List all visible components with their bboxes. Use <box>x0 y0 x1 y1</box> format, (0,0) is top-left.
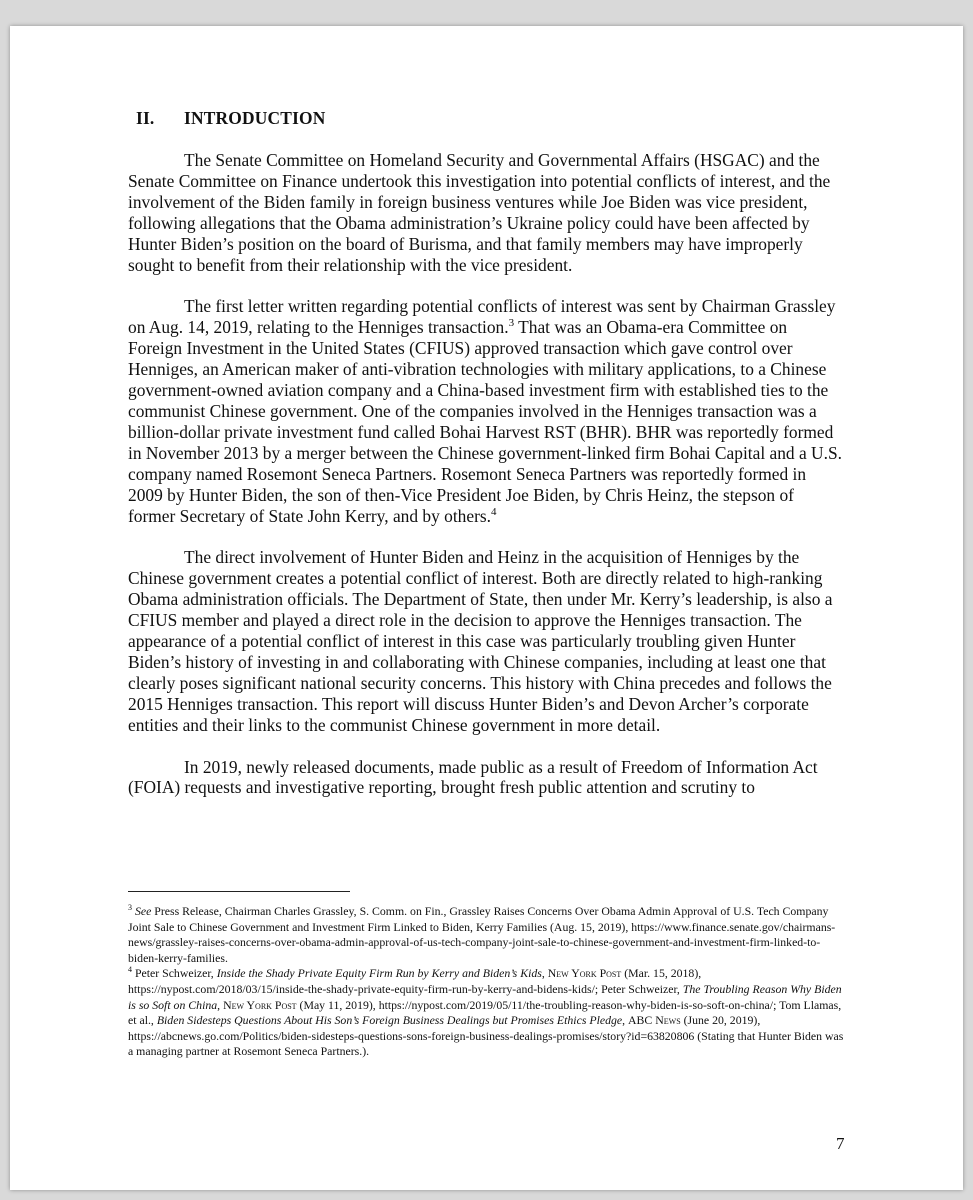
section-number: II. <box>136 108 155 128</box>
paragraph-2 <box>128 296 844 526</box>
paragraph-2-part-2: That was an Obama-era Committee on Foreign Investment in the United States (CFIUS) approved transaction which gave control over Henniges, an American maker of anti-vibration technologies with military applications, to a Chinese government-owned aviation company and a China-based investment firm with established ties to the communist Chinese government. One of the companies involved in the Henniges transaction was a billion-dollar private investment fund called Bohai Harvest RST (BHR). BHR was reportedly formed in November 2013 by a merger between the Chinese government-linked firm Bohai Capital and a U.S. company named Rosemont Seneca Partners. Rosemont Seneca Partners was reportedly formed in 2009 by Hunter Biden, the son of then-Vice President Joe Biden, by Chris Heinz, the stepson of former Secretary of State John Kerry, and by others. <box>128 317 842 526</box>
footnote-3-text: Press Release, Chairman Charles Grassley, S. Comm. on Fin., Grassley Raises Concerns Over Obama Admin Approval of U.S. Tech Company Joint Sale to Chinese Government and Investment Firm Linked to Biden, Kerry Families (Aug. 15, 2019), https://www.finance.senate.gov/chairmans-news/grassley-raises-concerns-over-obama-admin-approval-of-us-tech-company-joint-sale-to-chinese-government-and-investment-firm-linked-to-biden-kerry-families. <box>128 904 836 965</box>
footnote-4-title-a: Inside the Shady Private Equity Firm Run by Kerry and Biden’s Kids <box>216 966 542 981</box>
paragraph-3: The direct involvement of Hunter Biden and Heinz in the acquisition of Henniges by the Chinese government creates a potential conflict of interest. Both are directly related to high-ranking Obama administration officials. The Department of State, then under Mr. Kerry’s leadership, is also a CFIUS member and played a direct role in the decision to approve the Henniges transaction. The appearance of a potential conflict of interest in this case was particularly troubling given Hunter Biden’s history of investing in and collaborating with Chinese companies, including at least one that clearly poses significant national security concerns. This history with China precedes and follows the 2015 Henniges transaction. This report will discuss Hunter Biden’s and Devon Archer’s corporate entities and their links to the communist Chinese government in more detail. <box>128 547 833 735</box>
paragraph-2-part-1: The first letter written regarding potential conflicts of interest was sent by Chairman Grassley on Aug. 14, 2019, relating to the Henniges transaction. <box>128 296 836 338</box>
footnote-3-signal: See <box>134 904 152 918</box>
footnote-ref-3[interactable]: 3 <box>508 317 515 330</box>
footnote-4-pub-c: ABC News <box>628 1013 681 1028</box>
footnote-4-rest-a: (Mar. 15, 2018), https://nypost.com/2018/03/15/inside-the-shady-private-equity-firm-run-by-kerry-and-bidens-kids/; Peter Schweizer, <box>128 966 702 996</box>
footnote-ref-4[interactable]: 4 <box>491 505 497 518</box>
footnote-3-number: 3 <box>128 903 132 913</box>
page-number: 7 <box>836 1134 845 1153</box>
section-heading <box>136 108 326 129</box>
footnote-3 <box>128 904 848 966</box>
footnote-4-number: 4 <box>128 965 132 975</box>
section-title: INTRODUCTION <box>184 108 326 128</box>
footnote-4-pub-b: New York Post <box>223 997 297 1012</box>
footnote-4-author: Peter Schweizer, <box>132 966 217 981</box>
footnote-4-pub-a: New York Post <box>547 966 622 981</box>
paragraph-4: In 2019, newly released documents, made public as a result of Freedom of Information Act (FOIA) requests and investigative reporting, brought fresh public attention and scrutiny to <box>128 756 818 798</box>
footnote-4-title-b: The Troubling Reason Why Biden is so Soft on China <box>128 981 842 1012</box>
footnote-4: $^4$ Peter Schweizer, Inside the Shady Private Equity Firm Run by Kerry and Biden’s Kids, New York Post (Mar. 15, 2018), https://nypost.com/2018/03/15/inside-the-shady-private-equity-firm-run-by-kerry-and-bidens-kids/; Peter Schweizer, The Troubling Reason Why Biden is so Soft on China, New York Post (May 11, 2019), https://nypost.com/2019/05/11/the-troubling-reason-why-biden-is-so-soft-on-china/; Tom Llamas, et al., Biden Sidesteps Questions About His Son’s Foreign Business Dealings but Promises Ethics Pledge, ABC News (June 20, 2019), https://abcnews.go.com/Politics/biden-sidesteps-questions-sons-foreign-business-dealings-promises/story?id=63820806 (Stating that Hunter Biden was a managing partner at Rosemont Seneca Partners.). <box>128 965 844 1059</box>
body-text <box>128 150 844 819</box>
footnote-4-rest-c: (June 20, 2019), https://abcnews.go.com/Politics/biden-sidesteps-questions-sons-foreign-business-dealings-promises/story?id=63820806 (Stating that Hunter Biden was a managing partner at Rosemont Seneca Partners.). <box>128 1013 844 1059</box>
footnote-4-title-c: Biden Sidesteps Questions About His Son’s Foreign Business Dealings but Promises Ethics Pledge <box>156 1013 623 1028</box>
footnotes <box>128 904 848 1060</box>
footnote-divider <box>128 891 350 892</box>
document-page <box>10 26 963 1190</box>
footnote-4-rest-b: (May 11, 2019), https://nypost.com/2019/05/11/the-troubling-reason-why-biden-is-so-soft-on-china/; Tom Llamas, et al., <box>128 997 842 1028</box>
paragraph-1: The Senate Committee on Homeland Security and Governmental Affairs (HSGAC) and the Senate Committee on Finance undertook this investigation into potential conflicts of interest, and the involvement of the Biden family in foreign business ventures while Joe Biden was vice president, following allegations that the Obama administration’s Ukraine policy could have been affected by Hunter Biden’s position on the board of Burisma, and that family members may have improperly sought to benefit from their relationship with the vice president. <box>128 150 831 275</box>
